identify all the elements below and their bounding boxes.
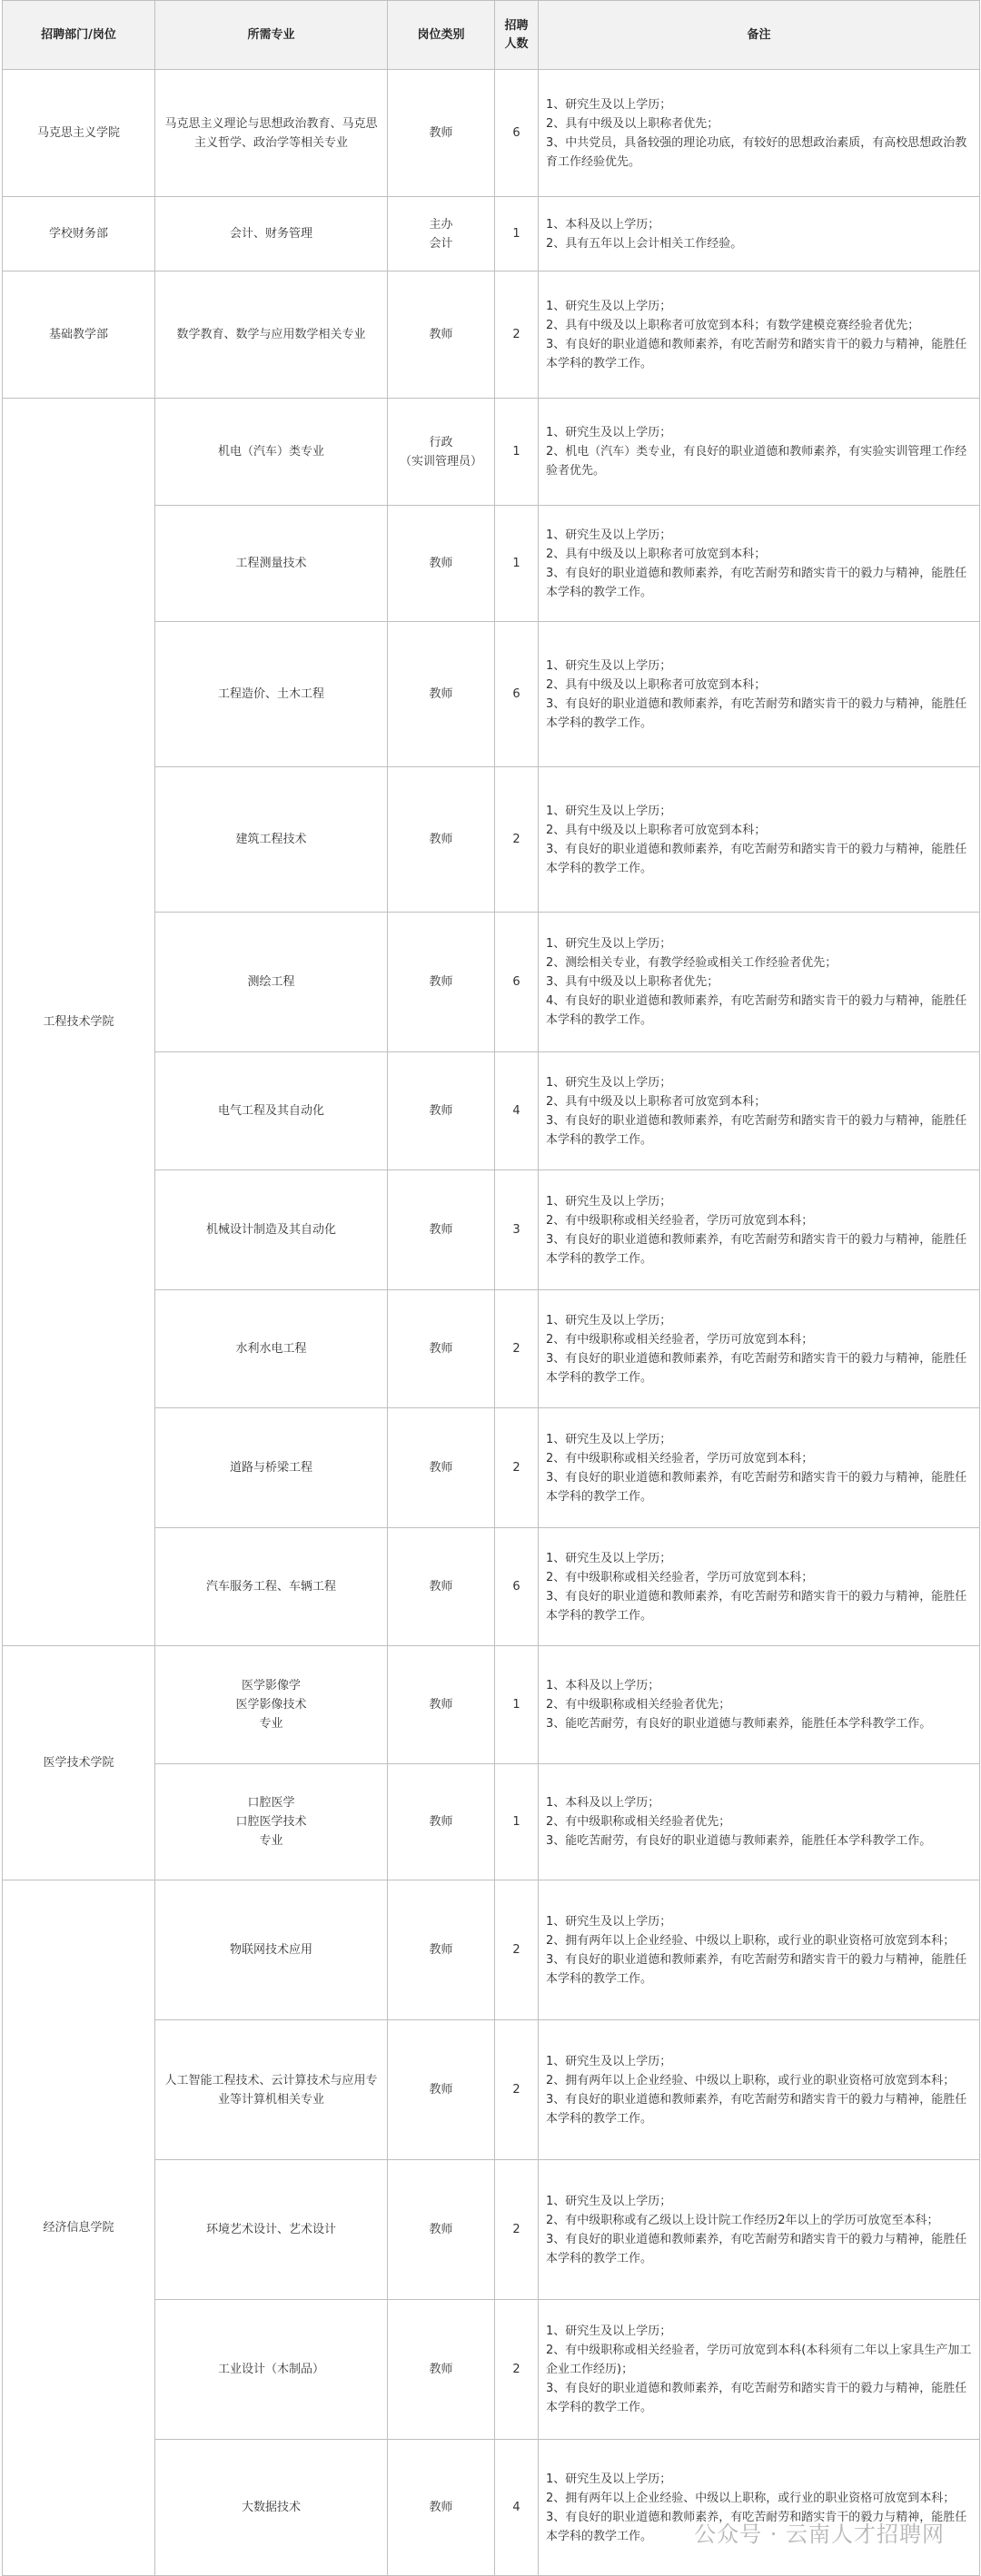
notes-cell bbox=[539, 1170, 980, 1290]
count-cell: 2 bbox=[495, 1880, 539, 2020]
major-line: 会计、财务管理 bbox=[229, 227, 312, 241]
major-line: 人工智能工程技术、云计算技术与应用专业等计算机相关专业 bbox=[164, 2073, 378, 2107]
header-type: 岗位类别 bbox=[388, 1, 495, 70]
note-line: 3、有良好的职业道德和教师素养，有吃苦耐劳和踏实肯干的毅力与精神，能胜任本学科的教学工作。 bbox=[546, 2232, 967, 2265]
major-cell bbox=[155, 1290, 388, 1408]
note-line: 3、有良好的职业道德和教师素养，有吃苦耐劳和踏实肯干的毅力与精神，能胜任本学科的教学工作。 bbox=[546, 1351, 967, 1385]
major-cell bbox=[155, 1764, 388, 1880]
major-line: 专业 bbox=[259, 1717, 283, 1731]
major-line: 医学影像学 bbox=[241, 1679, 301, 1693]
note-line: 1、研究生及以上学历； bbox=[546, 528, 672, 542]
major-cell bbox=[155, 2440, 388, 2576]
notes-cell bbox=[539, 2160, 980, 2300]
major-cell bbox=[155, 197, 388, 271]
type-cell bbox=[388, 197, 495, 271]
type-line: 教师 bbox=[429, 1342, 453, 1356]
major-line: 水利水电工程 bbox=[235, 1342, 307, 1356]
notes-cell bbox=[539, 197, 980, 271]
note-line: 1、研究生及以上学历； bbox=[546, 804, 672, 818]
note-line: 2、有中级职称或相关经验者，学历可放宽到本科(本科须有二年以上家具生产加工企业工作经历)； bbox=[546, 2344, 972, 2376]
major-cell bbox=[155, 2020, 388, 2160]
major-cell bbox=[155, 1646, 388, 1764]
type-line: 教师 bbox=[429, 1580, 453, 1594]
dept-cell: 马克思主义学院 bbox=[3, 70, 155, 197]
type-cell bbox=[388, 1528, 495, 1646]
major-cell bbox=[155, 1880, 388, 2020]
count-cell: 2 bbox=[495, 1290, 539, 1408]
note-line: 3、有良好的职业道德和教师素养，有吃苦耐劳和踏实肯干的毅力与精神，能胜任本学科的教学工作。 bbox=[546, 1232, 967, 1266]
type-cell bbox=[388, 2300, 495, 2440]
note-line: 1、研究生及以上学历； bbox=[546, 1432, 672, 1446]
type-line: 教师 bbox=[429, 2501, 453, 2514]
note-line: 2、机电（汽车）类专业，有良好的职业道德和教师素养，有实验实训管理工作经验者优先。 bbox=[546, 445, 967, 478]
major-line: 专业 bbox=[259, 1834, 283, 1848]
note-line: 2、有中级职称或相关经验者，学历可放宽到本科； bbox=[546, 1451, 814, 1466]
table-row bbox=[3, 197, 980, 271]
type-cell bbox=[388, 1052, 495, 1170]
type-line: 教师 bbox=[429, 2363, 453, 2376]
header-major: 所需专业 bbox=[155, 1, 388, 70]
note-line: 2、拥有两年以上企业经验、中级以上职称，或行业的职业资格可放宽到本科； bbox=[546, 1933, 956, 1948]
notes-cell bbox=[539, 2300, 980, 2440]
notes-cell bbox=[539, 913, 980, 1052]
major-cell bbox=[155, 2160, 388, 2300]
major-cell bbox=[155, 506, 388, 622]
note-line: 3、有良好的职业道德和教师素养，有吃苦耐劳和踏实肯干的毅力与精神，能胜任本学科的教学工作。 bbox=[546, 2510, 967, 2543]
note-line: 1、研究生及以上学历； bbox=[546, 1313, 672, 1327]
major-cell bbox=[155, 1052, 388, 1170]
type-cell bbox=[388, 622, 495, 767]
major-cell bbox=[155, 913, 388, 1052]
count-cell: 2 bbox=[495, 2020, 539, 2160]
note-line: 2、具有中级及以上职称者优先； bbox=[546, 116, 719, 131]
type-line: 教师 bbox=[429, 1698, 453, 1712]
major-cell bbox=[155, 2300, 388, 2440]
count-cell: 4 bbox=[495, 1052, 539, 1170]
major-line: 机械设计制造及其自动化 bbox=[205, 1223, 336, 1237]
count-cell: 6 bbox=[495, 913, 539, 1052]
major-line: 医学影像技术 bbox=[235, 1698, 307, 1712]
note-line: 2、具有中级及以上职称者可放宽到本科；有数学建模竞赛经验者优先； bbox=[546, 318, 920, 332]
notes-cell bbox=[539, 622, 980, 767]
note-line: 1、研究生及以上学历； bbox=[546, 937, 672, 951]
note-line: 3、有良好的职业道德和教师素养，有吃苦耐劳和踏实肯干的毅力与精神，能胜任本学科的教学工作。 bbox=[546, 566, 967, 599]
type-cell bbox=[388, 2160, 495, 2300]
note-line: 3、有良好的职业道德和教师素养，有吃苦耐劳和踏实肯干的毅力与精神，能胜任本学科的教学工作。 bbox=[546, 1952, 967, 1986]
note-line: 1、本科及以上学历； bbox=[546, 1679, 660, 1693]
notes-cell bbox=[539, 1052, 980, 1170]
type-cell bbox=[388, 506, 495, 622]
table-body bbox=[3, 70, 980, 2576]
notes-cell bbox=[539, 1290, 980, 1408]
dept-cell: 工程技术学院 bbox=[3, 399, 155, 1646]
count-cell: 6 bbox=[495, 622, 539, 767]
notes-cell bbox=[539, 1880, 980, 2020]
notes-cell bbox=[539, 506, 980, 622]
type-line: 教师 bbox=[429, 975, 453, 989]
type-line: 教师 bbox=[429, 1223, 453, 1237]
type-cell bbox=[388, 1290, 495, 1408]
note-line: 2、有中级职称或相关经验者优先； bbox=[546, 1698, 731, 1712]
notes-cell bbox=[539, 70, 980, 197]
major-cell bbox=[155, 767, 388, 913]
count-cell: 2 bbox=[495, 2300, 539, 2440]
note-line: 1、研究生及以上学历； bbox=[546, 658, 672, 673]
table-row bbox=[3, 271, 980, 399]
note-line: 2、有中级职称或相关经验者，学历可放宽到本科； bbox=[546, 1570, 814, 1584]
type-cell bbox=[388, 2440, 495, 2576]
table-row bbox=[3, 1646, 980, 1764]
note-line: 1、研究生及以上学历； bbox=[546, 299, 672, 313]
major-cell bbox=[155, 1408, 388, 1528]
type-line: 教师 bbox=[429, 126, 453, 140]
major-line: 口腔医学 bbox=[247, 1796, 295, 1810]
major-line: 工业设计（木制品） bbox=[217, 2363, 324, 2376]
watermark-text: 公众号 · 云南人才招聘网 bbox=[694, 2522, 945, 2547]
count-cell: 1 bbox=[495, 1764, 539, 1880]
note-line: 2、具有中级及以上职称者可放宽到本科； bbox=[546, 823, 767, 837]
note-line: 3、有良好的职业道德和教师素养，有吃苦耐劳和踏实肯干的毅力与精神，能胜任本学科的教学工作。 bbox=[546, 1113, 967, 1147]
notes-cell bbox=[539, 2020, 980, 2160]
count-cell: 1 bbox=[495, 506, 539, 622]
count-cell: 2 bbox=[495, 767, 539, 913]
type-line: （实训管理员） bbox=[399, 454, 482, 469]
type-cell bbox=[388, 1880, 495, 2020]
type-line: 教师 bbox=[429, 2083, 453, 2097]
notes-cell bbox=[539, 1764, 980, 1880]
dept-cell: 经济信息学院 bbox=[3, 1880, 155, 2576]
recruitment-table bbox=[2, 0, 980, 2576]
dept-cell: 医学技术学院 bbox=[3, 1646, 155, 1880]
note-line: 1、研究生及以上学历； bbox=[546, 1194, 672, 1209]
note-line: 2、具有中级及以上职称者可放宽到本科； bbox=[546, 1094, 767, 1109]
note-line: 2、有中级职称或相关经验者优先； bbox=[546, 1815, 731, 1829]
major-line: 测绘工程 bbox=[247, 975, 295, 989]
type-cell bbox=[388, 271, 495, 399]
note-line: 3、有良好的职业道德和教师素养，有吃苦耐劳和踏实肯干的毅力与精神，能胜任本学科的教学工作。 bbox=[546, 696, 967, 730]
major-cell bbox=[155, 70, 388, 197]
major-cell bbox=[155, 399, 388, 506]
note-line: 2、拥有两年以上企业经验、中级以上职称，或行业的职业资格可放宽到本科； bbox=[546, 2073, 956, 2087]
note-line: 1、本科及以上学历； bbox=[546, 217, 660, 232]
note-line: 3、有良好的职业道德和教师素养，有吃苦耐劳和踏实肯干的毅力与精神，能胜任本学科的教学工作。 bbox=[546, 1589, 967, 1623]
note-line: 1、研究生及以上学历； bbox=[546, 2054, 672, 2068]
count-cell: 1 bbox=[495, 1646, 539, 1764]
note-line: 2、拥有两年以上企业经验、中级以上职称，或行业的职业资格可放宽到本科； bbox=[546, 2491, 956, 2505]
note-line: 1、研究生及以上学历； bbox=[546, 2194, 672, 2208]
major-cell bbox=[155, 1528, 388, 1646]
table-row bbox=[3, 70, 980, 197]
table-row bbox=[3, 1880, 980, 2020]
type-line: 教师 bbox=[429, 833, 453, 846]
major-cell bbox=[155, 271, 388, 399]
major-line: 电气工程及其自动化 bbox=[217, 1104, 324, 1118]
notes-cell bbox=[539, 767, 980, 913]
recruitment-table-wrapper bbox=[2, 0, 979, 2576]
major-cell bbox=[155, 1170, 388, 1290]
count-cell: 6 bbox=[495, 1528, 539, 1646]
note-line: 3、有良好的职业道德和教师素养，有吃苦耐劳和踏实肯干的毅力与精神，能胜任本学科的教学工作。 bbox=[546, 842, 967, 875]
note-line: 3、能吃苦耐劳，有良好的职业道德与教师素养，能胜任本学科教学工作。 bbox=[546, 1834, 932, 1848]
count-cell: 6 bbox=[495, 70, 539, 197]
header-count: 招聘人数 bbox=[495, 1, 539, 70]
type-line: 行政 bbox=[429, 435, 453, 449]
count-cell: 4 bbox=[495, 2440, 539, 2576]
note-line: 1、研究生及以上学历； bbox=[546, 2472, 672, 2486]
note-line: 2、具有五年以上会计相关工作经验。 bbox=[546, 236, 743, 251]
type-cell bbox=[388, 1408, 495, 1528]
notes-cell bbox=[539, 2440, 980, 2576]
table-row bbox=[3, 399, 980, 506]
note-line: 1、研究生及以上学历； bbox=[546, 1914, 672, 1929]
type-line: 主办 bbox=[429, 217, 453, 232]
type-line: 教师 bbox=[429, 1461, 453, 1475]
note-line: 1、研究生及以上学历； bbox=[546, 426, 672, 439]
type-line: 会计 bbox=[429, 236, 453, 251]
count-cell: 2 bbox=[495, 1408, 539, 1528]
major-line: 工程测量技术 bbox=[235, 557, 307, 570]
major-line: 环境艺术设计、艺术设计 bbox=[205, 2223, 336, 2236]
count-cell: 3 bbox=[495, 1170, 539, 1290]
type-line: 教师 bbox=[429, 1104, 453, 1118]
note-line: 3、有良好的职业道德和教师素养，有吃苦耐劳和踏实肯干的毅力与精神，能胜任本学科的教学工作。 bbox=[546, 1470, 967, 1504]
header-dept: 招聘部门/岗位 bbox=[3, 1, 155, 70]
note-line: 2、有中级职称或有乙级以上设计院工作经历2年以上的学历可放宽至本科； bbox=[546, 2213, 939, 2227]
note-line: 2、有中级职称或相关经验者，学历可放宽到本科； bbox=[546, 1332, 814, 1347]
dept-cell: 基础教学部 bbox=[3, 271, 155, 399]
note-line: 1、研究生及以上学历； bbox=[546, 97, 672, 112]
note-line: 3、有良好的职业道德和教师素养，有吃苦耐劳和踏实肯干的毅力与精神，能胜任本学科的教学工作。 bbox=[546, 337, 967, 370]
major-line: 大数据技术 bbox=[241, 2501, 301, 2514]
note-line: 1、研究生及以上学历； bbox=[546, 2324, 672, 2338]
major-line: 工程造价、土木工程 bbox=[217, 687, 324, 701]
type-line: 教师 bbox=[429, 328, 453, 341]
type-cell bbox=[388, 2020, 495, 2160]
note-line: 2、具有中级及以上职称者可放宽到本科； bbox=[546, 547, 767, 561]
note-line: 3、有良好的职业道德和教师素养，有吃苦耐劳和踏实肯干的毅力与精神，能胜任本学科的教学工作。 bbox=[546, 2092, 967, 2126]
note-line: 3、中共党员，具备较强的理论功底，有较好的思想政治素质，有高校思想政治教育工作经验优先。 bbox=[546, 135, 967, 169]
type-cell bbox=[388, 767, 495, 913]
notes-cell bbox=[539, 399, 980, 506]
note-line: 3、具有中级及以上职称者优先； bbox=[546, 975, 719, 989]
count-cell: 2 bbox=[495, 271, 539, 399]
note-line: 2、测绘相关专业，有教学经验或相关工作经验者优先； bbox=[546, 956, 837, 970]
note-line: 1、研究生及以上学历； bbox=[546, 1075, 672, 1090]
type-line: 教师 bbox=[429, 557, 453, 570]
major-line: 数学教育、数学与应用数学相关专业 bbox=[176, 328, 366, 341]
notes-cell bbox=[539, 1528, 980, 1646]
header-row bbox=[3, 1, 980, 70]
note-line: 4、有良好的职业道德和教师素养，有吃苦耐劳和踏实肯干的毅力与精神，能胜任本学科的教学工作。 bbox=[546, 994, 967, 1027]
note-line: 2、有中级职称或相关经验者，学历可放宽到本科； bbox=[546, 1213, 814, 1228]
major-line: 口腔医学技术 bbox=[235, 1815, 307, 1829]
type-cell bbox=[388, 1764, 495, 1880]
type-line: 教师 bbox=[429, 2223, 453, 2236]
header-notes: 备注 bbox=[539, 1, 980, 70]
note-line: 1、研究生及以上学历； bbox=[546, 1551, 672, 1565]
major-line: 道路与桥梁工程 bbox=[229, 1461, 312, 1475]
dept-cell: 学校财务部 bbox=[3, 197, 155, 271]
type-cell bbox=[388, 913, 495, 1052]
notes-cell bbox=[539, 1408, 980, 1528]
notes-cell bbox=[539, 1646, 980, 1764]
major-cell bbox=[155, 622, 388, 767]
note-line: 2、具有中级及以上职称者可放宽到本科； bbox=[546, 677, 767, 692]
notes-cell bbox=[539, 271, 980, 399]
major-line: 物联网技术应用 bbox=[229, 1943, 312, 1957]
note-line: 3、能吃苦耐劳，有良好的职业道德与教师素养，能胜任本学科教学工作。 bbox=[546, 1717, 932, 1731]
note-line: 3、有良好的职业道德和教师素养，有吃苦耐劳和踏实肯干的毅力与精神，能胜任本学科的教学工作。 bbox=[546, 2382, 967, 2414]
note-line: 1、本科及以上学历； bbox=[546, 1796, 660, 1810]
count-cell: 1 bbox=[495, 197, 539, 271]
type-cell bbox=[388, 1170, 495, 1290]
type-line: 教师 bbox=[429, 1815, 453, 1829]
major-line: 机电（汽车）类专业 bbox=[217, 445, 324, 459]
major-line: 汽车服务工程、车辆工程 bbox=[205, 1580, 336, 1594]
count-cell: 1 bbox=[495, 399, 539, 506]
type-cell bbox=[388, 399, 495, 506]
count-cell: 2 bbox=[495, 2160, 539, 2300]
major-line: 建筑工程技术 bbox=[235, 833, 307, 846]
type-line: 教师 bbox=[429, 1943, 453, 1957]
type-line: 教师 bbox=[429, 687, 453, 701]
major-line: 马克思主义理论与思想政治教育、马克思主义哲学、政治学等相关专业 bbox=[164, 116, 378, 150]
type-cell bbox=[388, 1646, 495, 1764]
type-cell bbox=[388, 70, 495, 197]
